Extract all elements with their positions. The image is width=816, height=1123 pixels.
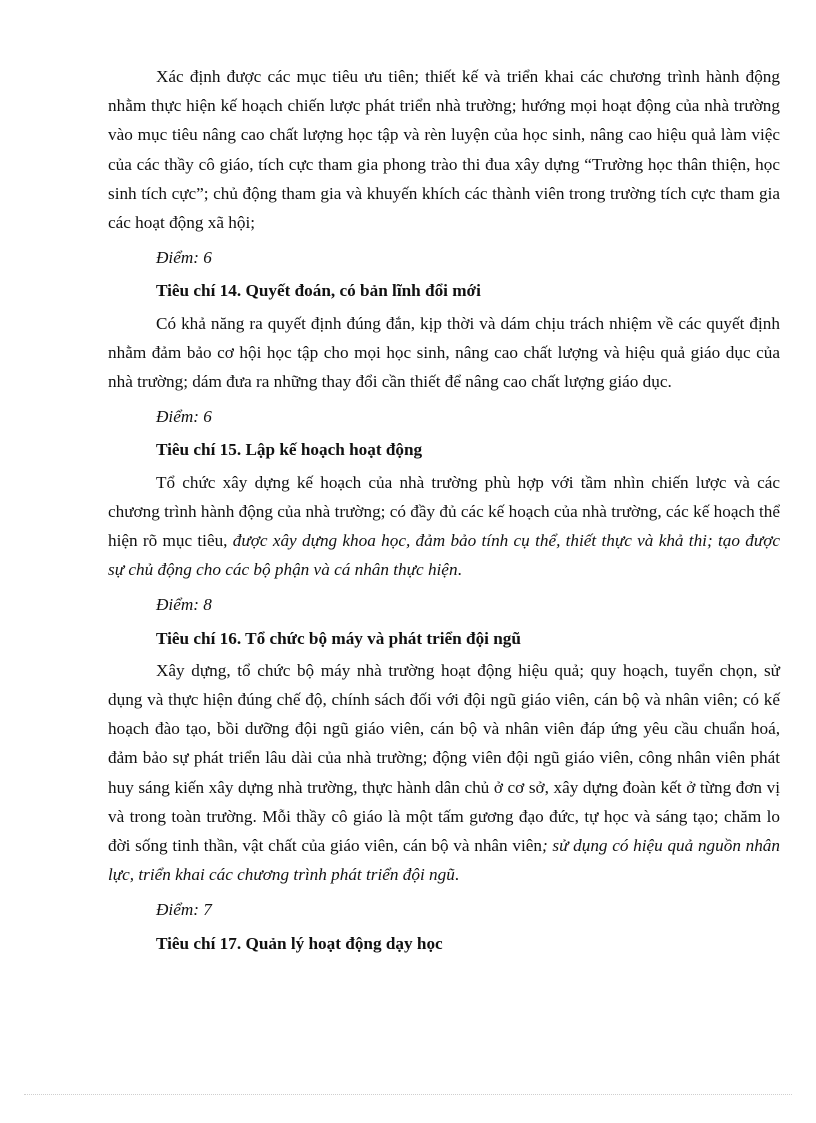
- paragraph-criterion-16-body: [108, 656, 780, 890]
- text-run: Xây dựng, tổ chức bộ máy nhà trường hoạt động hiệu quả; quy hoạch, tuyển chọn, sử dụng và thực hiện đúng chế độ, chính sách đối với đội ngũ giáo viên, cán bộ và nhân viên; có kế hoạch đào tạo, bồi dưỡng đội ngũ giáo viên, cán bộ và nhân viên đáp ứng yêu cầu chuẩn hoá, đảm bảo sự phát triển lâu dài của nhà trường; động viên đội ngũ giáo viên, công nhân viên phát huy sáng kiến xây dựng nhà trường, thực hành dân chủ ở cơ sở, xây dựng đoàn kết ở từng đơn vị và trong toàn trường. Mỗi thầy cô giáo là một tấm gương đạo đức, tự học và sáng tạo; chăm lo đời sống tinh thần, vật chất của giáo viên, cán bộ và nhân viên: [108, 660, 780, 856]
- paragraph-criterion-15-body: [108, 468, 780, 585]
- text-run: .: [454, 865, 460, 885]
- score-criterion-16: Điểm: 7: [156, 900, 212, 920]
- document-page: [108, 62, 780, 961]
- text-run: Tổ chức xây dựng kế hoạch của nhà trường phù hợp với tầm nhìn chiến lược và các chương trình hành động của nhà trường; có đầy đủ các kế hoạch của nhà trường, các kế hoạch thể hiện rõ mục tiêu,: [108, 472, 780, 551]
- heading-criterion-16: Tiêu chí 16. Tổ chức bộ máy và phát triển đội ngũ: [156, 628, 521, 648]
- heading-criterion-17: Tiêu chí 17. Quản lý hoạt động dạy học: [156, 933, 443, 953]
- score-criterion-15: Điểm: 8: [156, 595, 212, 615]
- score-criterion-13: Điểm: 6: [156, 248, 212, 268]
- page-bottom-divider: [24, 1094, 792, 1095]
- heading-criterion-15: Tiêu chí 15. Lập kế hoạch hoạt động: [156, 440, 423, 460]
- text-run-italic: được xây dựng khoa học, đảm bảo tính cụ thể, thiết thực và khả thi; tạo được sự chủ động cho các bộ phận và cá nhân thực hiện: [108, 531, 780, 580]
- paragraph-criterion-14-body: [108, 309, 780, 397]
- heading-criterion-14: Tiêu chí 14. Quyết đoán, có bản lĩnh đổi mới: [156, 281, 481, 301]
- text-run: .: [457, 560, 462, 580]
- text-run: Xác định được các mục tiêu ưu tiên; thiết kế và triển khai các chương trình hành động nhằm thực hiện kế hoạch chiến lược phát triển nhà trường; hướng mọi hoạt động của nhà trường vào mục tiêu nâng cao chất lượng học tập và rèn luyện của học sinh, nâng cao hiệu quả làm việc của các thầy cô giáo, tích cực tham gia phong trào thi đua xây dựng “Trường học thân thiện, học sinh tích cực”; chủ động tham gia và khuyến khích các thành viên trong trường tích cực tham gia các hoạt động xã hội;: [108, 67, 780, 233]
- score-criterion-14: Điểm: 6: [156, 407, 212, 427]
- text-run: Có khả năng ra quyết định đúng đắn, kịp thời và dám chịu trách nhiệm về các quyết định nhằm đảm bảo cơ hội học tập cho mọi học sinh, nâng cao chất lượng và hiệu quả giáo dục của nhà trường; dám đưa ra những thay đổi cần thiết để nâng cao chất lượng giáo dục.: [108, 313, 780, 392]
- paragraph-criterion-13-body: [108, 62, 780, 237]
- text-run-italic: ; sử dụng có hiệu quả nguồn nhân lực, triển khai các chương trình phát triển đội ngũ: [108, 836, 780, 885]
